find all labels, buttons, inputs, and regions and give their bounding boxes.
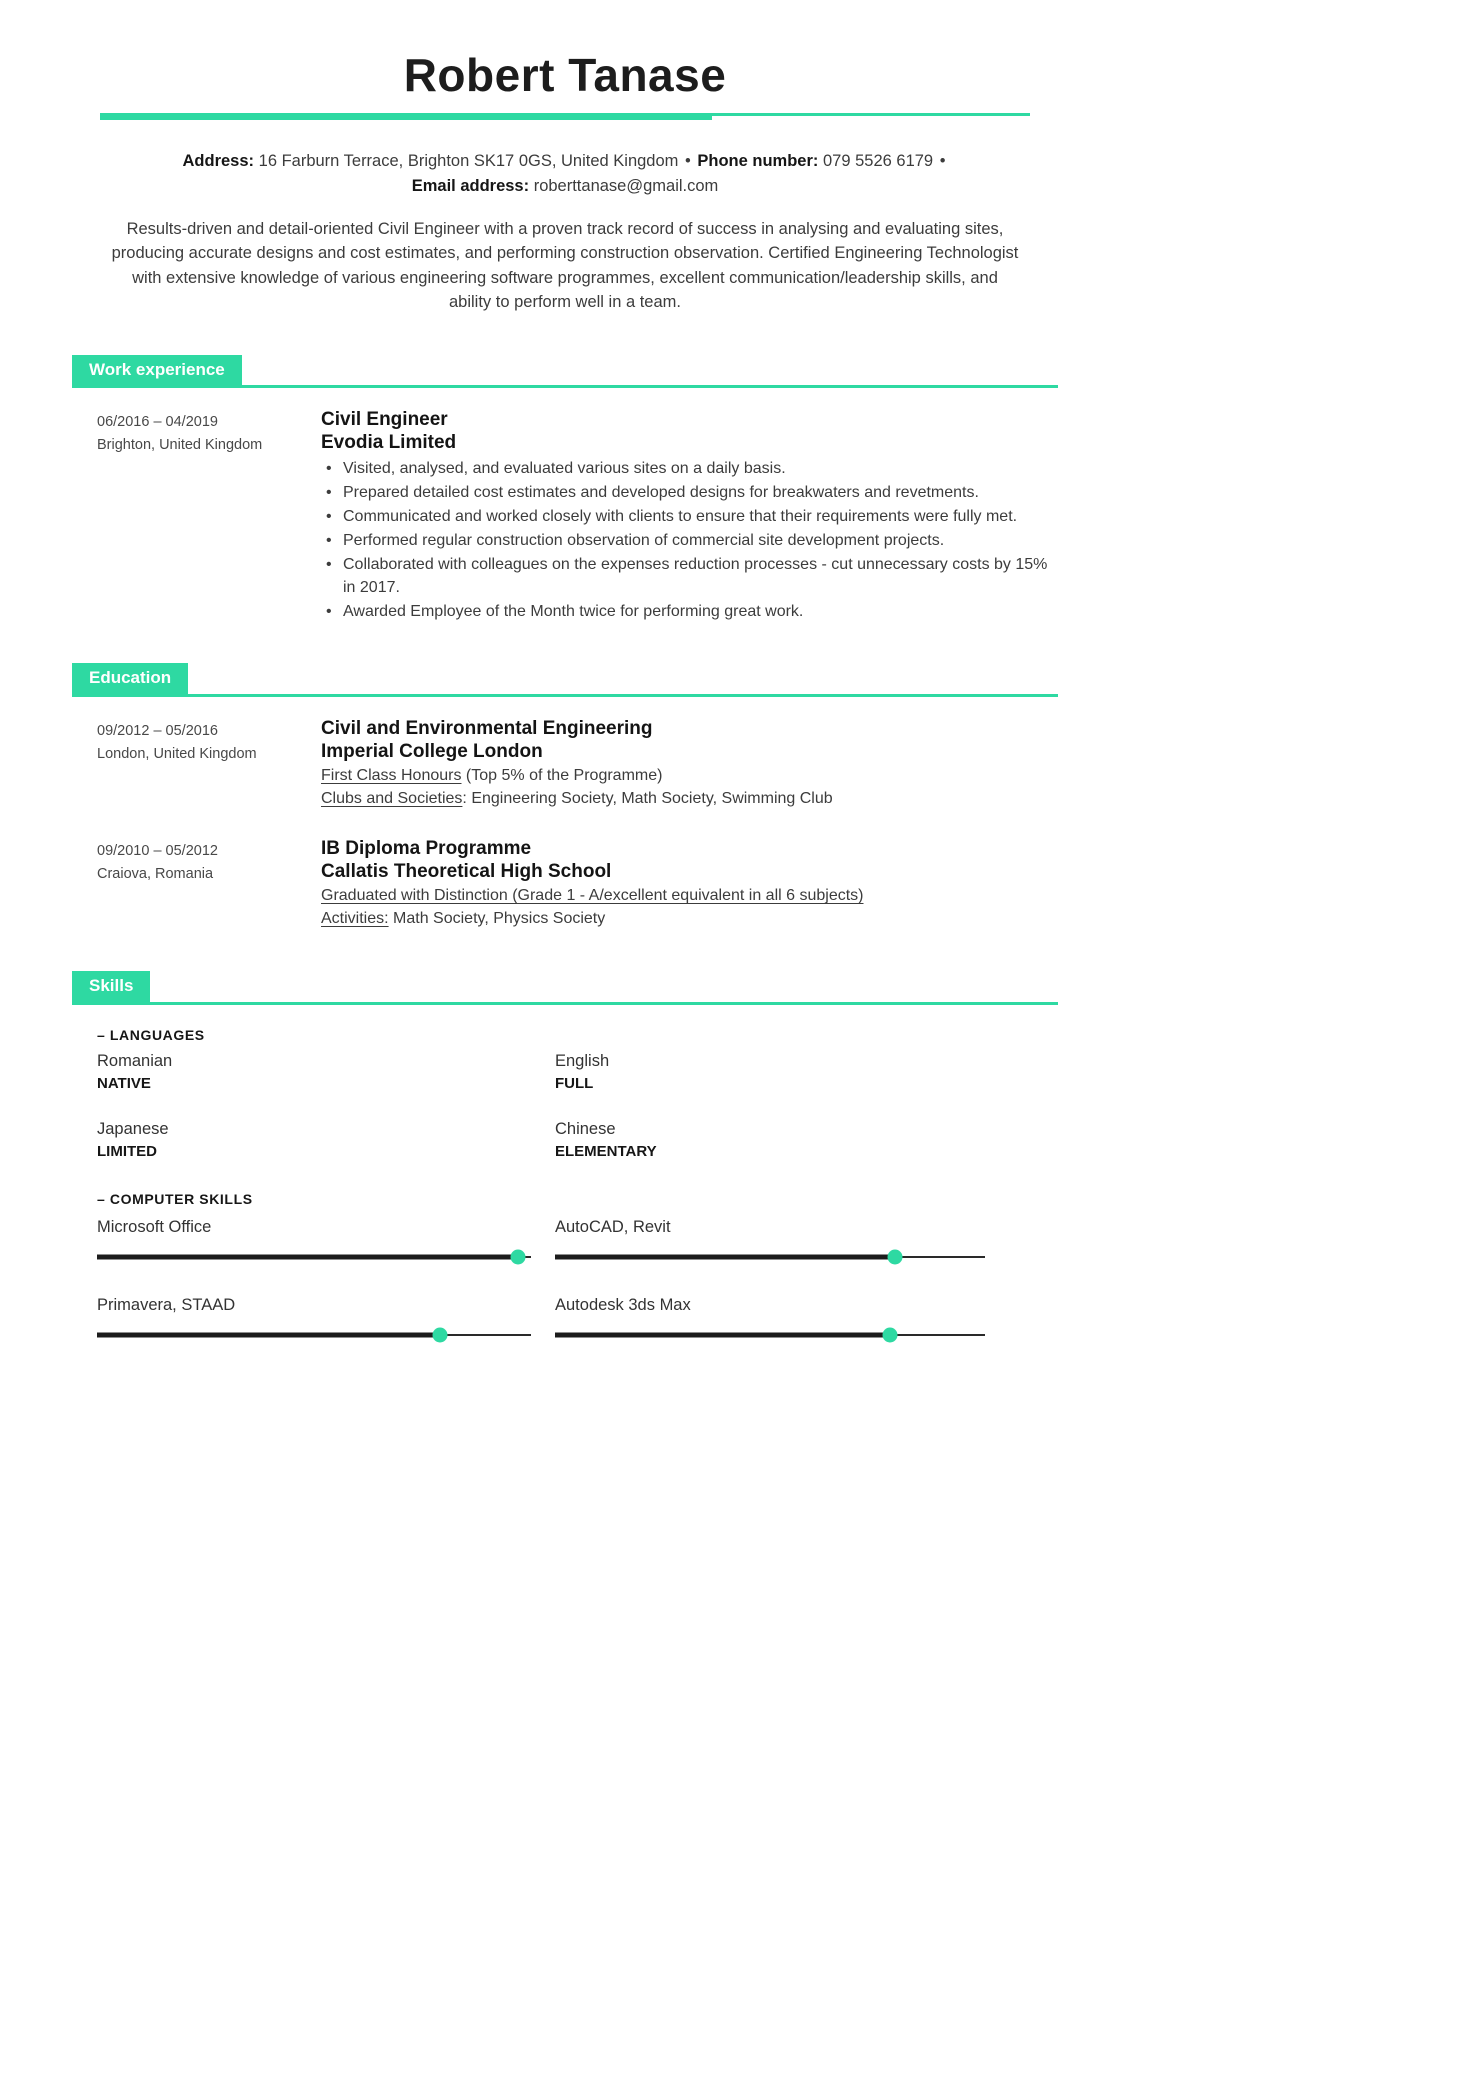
skill-slider-fill	[97, 1255, 518, 1260]
underline-thin-segment	[712, 113, 1030, 116]
education-detail-line	[321, 884, 1058, 908]
underlined-text: Clubs and Societies	[321, 790, 463, 808]
skill-slider-track	[895, 1256, 985, 1258]
language-name: Japanese	[97, 1119, 169, 1138]
work-entry	[72, 408, 1058, 623]
computer-skill-item	[555, 1293, 1058, 1343]
detail-text: : Engineering Society, Math Society, Swimming Club	[462, 790, 833, 808]
language-level: FULL	[555, 1074, 594, 1092]
work-bullet-list	[321, 457, 1058, 623]
detail-text: (Top 5% of the Programme)	[461, 766, 663, 784]
skill-slider-fill	[97, 1333, 440, 1338]
section-skills	[72, 971, 1058, 1343]
work-bullet: • Communicated and worked closely with clients to ensure that their requirements were fully met.	[321, 505, 1058, 528]
computer-skills-heading: – COMPUTER SKILLS	[97, 1190, 253, 1207]
skill-level-dot	[510, 1250, 525, 1265]
header	[72, 0, 1058, 315]
section-title-education: Education	[72, 663, 188, 694]
separator-dot: •	[939, 151, 946, 170]
work-bullet: • Awarded Employee of the Month twice for performing great work.	[321, 600, 1058, 623]
education-details	[321, 764, 1058, 811]
work-bullet: • Visited, analysed, and evaluated various sites on a daily basis.	[321, 457, 1058, 480]
education-detail-line	[321, 787, 1058, 811]
work-bullet: • Performed regular construction observation of commercial site development projects.	[321, 529, 1058, 552]
language-item	[97, 1117, 555, 1163]
languages-grid	[97, 1049, 1058, 1163]
section-work-experience	[72, 355, 1058, 624]
education-dates: 09/2012 – 05/2016	[97, 722, 218, 739]
section-education	[72, 663, 1058, 931]
computer-skill-item	[97, 1293, 555, 1343]
name-underline	[100, 113, 1030, 121]
language-name: Chinese	[555, 1119, 616, 1138]
work-bullet: • Prepared detailed cost estimates and developed designs for breakwaters and revetments.	[321, 481, 1058, 504]
computer-skill-name: AutoCAD, Revit	[555, 1217, 671, 1236]
section-header-rule	[72, 355, 1058, 389]
computer-skills-grid	[97, 1215, 1058, 1343]
skill-level-dot	[883, 1328, 898, 1343]
skill-slider-fill	[555, 1333, 890, 1338]
phone-value: 079 5526 6179	[822, 151, 934, 170]
skill-slider	[555, 1328, 985, 1343]
address-value: 16 Farburn Terrace, Brighton SK17 0GS, United Kingdom	[258, 151, 679, 170]
company-name: Evodia Limited	[321, 432, 457, 454]
work-location: Brighton, United Kingdom	[97, 437, 263, 454]
education-entry	[72, 717, 1058, 811]
school-name: Callatis Theoretical High School	[321, 860, 612, 882]
separator-dot: •	[685, 151, 691, 170]
detail-text: Math Society, Physics Society	[388, 910, 606, 928]
skill-slider	[555, 1250, 985, 1265]
degree-name: Civil and Environmental Engineering	[321, 717, 653, 739]
work-bullet: • Collaborated with colleagues on the expenses reduction processes - cut unnecessary costs by 15% in 2017.	[321, 553, 1058, 599]
language-level: NATIVE	[97, 1074, 151, 1092]
skill-slider-track	[890, 1334, 985, 1336]
education-location: London, United Kingdom	[97, 745, 257, 762]
address-label: Address:	[182, 151, 255, 170]
language-item	[555, 1117, 1058, 1163]
section-title-work-experience: Work experience	[72, 355, 242, 386]
skills-body	[72, 1027, 1058, 1343]
skill-slider-track	[440, 1334, 531, 1336]
computer-skill-name: Autodesk 3ds Max	[555, 1295, 691, 1314]
underlined-text: Graduated with Distinction (Grade 1 - A/excellent equivalent in all 6 subjects)	[321, 886, 864, 904]
computer-skill-name: Primavera, STAAD	[97, 1295, 236, 1314]
computer-skill-item	[97, 1215, 555, 1265]
education-dates: 09/2010 – 05/2012	[97, 842, 218, 859]
email-label: Email address:	[411, 176, 530, 195]
language-level: ELEMENTARY	[555, 1142, 657, 1160]
education-entry-body	[321, 837, 1058, 931]
language-item	[555, 1049, 1058, 1095]
language-name: Romanian	[97, 1051, 173, 1070]
school-name: Imperial College London	[321, 740, 543, 762]
skill-level-dot	[432, 1328, 447, 1343]
section-header-rule	[72, 663, 1058, 697]
education-detail-line	[321, 764, 1058, 788]
resume-page	[72, 0, 1058, 1343]
skill-slider	[97, 1250, 531, 1265]
education-entry-meta	[97, 717, 321, 811]
underlined-text: First Class Honours	[321, 766, 462, 784]
language-level: LIMITED	[97, 1142, 157, 1160]
section-title-skills: Skills	[72, 971, 150, 1002]
education-details	[321, 884, 1058, 931]
underline-thick-segment	[100, 113, 712, 120]
education-location: Craiova, Romania	[97, 865, 214, 882]
job-title: Civil Engineer	[321, 409, 448, 431]
education-entry-body	[321, 717, 1058, 811]
language-item	[97, 1049, 555, 1095]
language-name: English	[555, 1051, 610, 1070]
skill-slider	[97, 1328, 531, 1343]
profile-summary: Results-driven and detail-oriented Civil Engineer with a proven track record of success in analysing and evaluating sites, producing accurate designs and cost estimates, and performing construction observation. Certified Engineering Technologist with extensive knowledge of various engineering software programmes, excellent communication/leadership skills, and ability to perform well in a team.	[111, 219, 1019, 312]
languages-heading: – LANGUAGES	[97, 1026, 205, 1043]
email-value: roberttanase@gmail.com	[533, 176, 719, 195]
phone-label: Phone number:	[697, 151, 819, 170]
work-entry-body	[321, 408, 1058, 623]
work-entry-meta	[97, 408, 321, 623]
person-name: Robert Tanase	[403, 49, 727, 101]
computer-skill-item	[555, 1215, 1058, 1265]
contact-info	[72, 149, 1058, 199]
education-entry-meta	[97, 837, 321, 931]
skill-level-dot	[887, 1250, 902, 1265]
skill-slider-fill	[555, 1255, 895, 1260]
degree-name: IB Diploma Programme	[321, 837, 532, 859]
education-detail-line	[321, 907, 1058, 931]
underlined-text: Activities:	[321, 910, 389, 928]
work-dates: 06/2016 – 04/2019	[97, 414, 218, 431]
computer-skill-name: Microsoft Office	[97, 1217, 212, 1236]
section-header-rule	[72, 971, 1058, 1005]
education-entry	[72, 837, 1058, 931]
